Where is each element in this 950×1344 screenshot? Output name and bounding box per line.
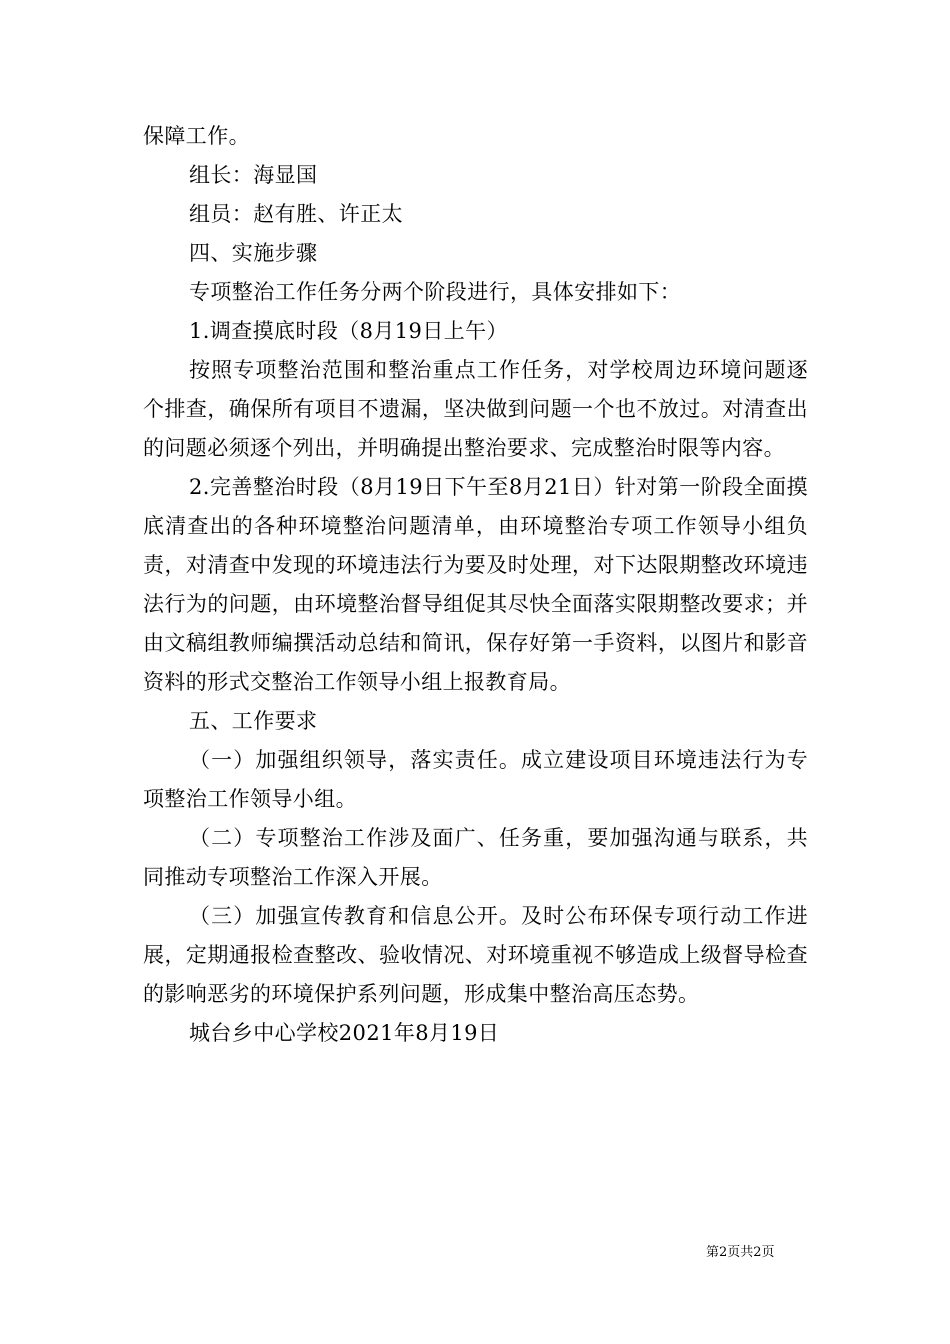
page-number-footer: 第2页共2页 — [706, 1245, 775, 1260]
document-body — [143, 117, 808, 1053]
paragraph-stages-intro: 专项整治工作任务分两个阶段进行，具体安排如下： — [189, 280, 682, 304]
paragraph-requirement-3: （三）加强宣传教育和信息公开。及时公布环保专项行动工作进展，定期通报检查整改、验收情况、对环境重视不够造成上级督导检查的影响恶劣的环境保护系列问题，形成集中整治高压态势。 — [143, 904, 808, 1006]
paragraph-team-members: 组员：赵有胜、许正太 — [189, 202, 403, 226]
paragraph-continuation: 保障工作。 — [143, 124, 250, 148]
paragraph-team-leader: 组长：海显国 — [189, 163, 318, 187]
subheading-stage-1: 1.调查摸底时段（8月19日上午） — [189, 319, 508, 343]
section-heading-implementation-steps: 四、实施步骤 — [189, 241, 318, 265]
section-heading-work-requirements: 五、工作要求 — [189, 709, 318, 733]
paragraph-requirement-1: （一）加强组织领导，落实责任。成立建设项目环境违法行为专项整治工作领导小组。 — [143, 748, 808, 811]
signature-date: 城台乡中心学校2021年8月19日 — [189, 1021, 500, 1045]
paragraph-stage-1-detail: 按照专项整治范围和整治重点工作任务，对学校周边环境问题逐个排查，确保所有项目不遗漏，坚决做到问题一个也不放过。对清查出的问题必须逐个列出，并明确提出整治要求、完成整治时限等内容。 — [143, 358, 808, 460]
paragraph-requirement-2: （二）专项整治工作涉及面广、任务重，要加强沟通与联系，共同推动专项整治工作深入开展。 — [143, 826, 808, 889]
paragraph-stage-2: 2.完善整治时段（8月19日下午至8月21日）针对第一阶段全面摸底清查出的各种环境整治问题清单，由环境整治专项工作领导小组负责，对清查中发现的环境违法行为要及时处理，对下达限期整改环境违法行为的问题，由环境整治督导组促其尽快全面落实限期整改要求；并由文稿组教师编撰活动总结和简讯，保存好第一手资料，以图片和影音资料的形式交整治工作领导小组上报教育局。 — [143, 475, 808, 694]
